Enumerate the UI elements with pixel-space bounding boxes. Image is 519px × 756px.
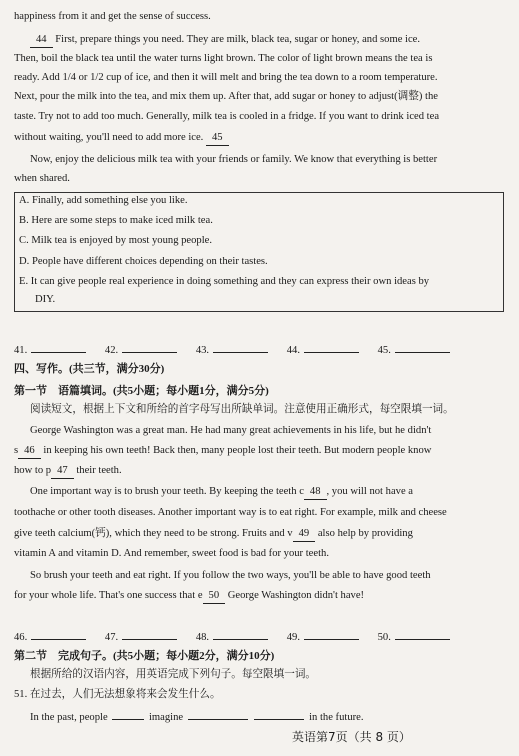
answer-49[interactable]: 49. xyxy=(287,628,359,643)
passage-line: Next, pour the milk into the tea, and mix them up. After that, add sugar or honey to adjust(调整) the xyxy=(14,91,438,102)
part2-instruction: 根据所给的汉语内容，用英语完成下列句子。每空限填一词。 xyxy=(30,669,317,680)
option-e: E. It can give people real experience in doing something and they can express their own ideas by xyxy=(19,276,430,287)
part1-instruction: 阅读短文，根据上下文和所给的首字母写出所缺单词。注意使用正确形式，每空限填一词。 xyxy=(30,404,454,415)
answer-48[interactable]: 48. xyxy=(196,628,268,643)
passage-line: Then, boil the black tea until the water turns light brown. The color of light brown means the tea is xyxy=(14,53,433,64)
blank-44: 44 xyxy=(30,33,53,48)
answer-51-blank-3[interactable] xyxy=(254,708,304,720)
passage2-line: So brush your teeth and eat right. If you follow the two ways, you'll be able to have good teeth xyxy=(30,570,431,581)
section-title: 四、写作。(共三节，满分30分) xyxy=(14,363,165,375)
passage2-line: vitamin A and vitamin D. And remember, sweet food is bad for your teeth. xyxy=(14,548,329,559)
blank-47: 47 xyxy=(51,464,74,479)
passage-line xyxy=(14,131,519,146)
page-footer: 英语第7页（共 8 页） xyxy=(292,730,411,744)
answer-row-41-45 xyxy=(14,341,466,356)
option-e-cont: DIY. xyxy=(35,294,56,305)
answer-44[interactable]: 44. xyxy=(287,341,359,356)
option-b: B. Here are some steps to make iced milk tea. xyxy=(19,215,213,226)
passage-line: happiness from it and get the sense of success. xyxy=(14,11,211,22)
blank-49: 49 xyxy=(293,527,316,542)
answer-51-blank-2[interactable] xyxy=(188,708,248,720)
answer-50[interactable]: 50. xyxy=(378,628,450,643)
passage-line: when shared. xyxy=(14,173,70,184)
answer-47[interactable]: 47. xyxy=(105,628,177,643)
passage-text: without waiting, you'll need to add more ice. xyxy=(14,132,204,143)
option-c: C. Milk tea is enjoyed by most young people. xyxy=(19,235,213,246)
answer-45[interactable]: 45. xyxy=(378,341,450,356)
passage-line: ready. Add 1/4 or 1/2 cup of ice, and then it will melt and bring the tea down to a room temperature. xyxy=(14,72,438,83)
passage2-line: One important way is to brush your teeth. By keeping the teeth c 48 , you will not have a xyxy=(30,485,519,500)
answer-51-blank-1[interactable] xyxy=(112,708,144,720)
passage-line: Now, enjoy the delicious milk tea with your friends or family. We know that everything is better xyxy=(30,154,438,165)
passage2-line: give teeth calcium(钙), which they need to be strong. Fruits and v 49 also help by providing xyxy=(14,527,519,542)
passage2-line: how to p 47 their teeth. xyxy=(14,464,519,479)
passage2-line: for your whole life. That's one success that e 50 George Washington didn't have! xyxy=(14,589,519,604)
passage2-line: George Washington was a great man. He had many great achievements in his life, but he didn't xyxy=(30,425,432,436)
blank-50: 50 xyxy=(203,589,226,604)
question-51: 51. 在过去，人们无法想象将来会发生什么。 xyxy=(14,689,221,700)
option-d: D. People have different choices depending on their tastes. xyxy=(19,256,268,267)
passage2-line: s 46 in keeping his own teeth! Back then, many people lost their teeth. But modern people know xyxy=(14,444,519,459)
answer-41[interactable]: 41. xyxy=(14,341,86,356)
passage2-line: toothache or other tooth diseases. Another important way is to eat right. For example, milk and cheese xyxy=(14,507,447,518)
option-a: A. Finally, add something else you like. xyxy=(19,195,188,206)
options-box xyxy=(14,192,504,312)
question-51-en: In the past, people imagine in the future. xyxy=(30,708,519,725)
blank-46: 46 xyxy=(18,444,41,459)
answer-42[interactable]: 42. xyxy=(105,341,177,356)
answer-row-46-50 xyxy=(14,628,466,643)
answer-43[interactable]: 43. xyxy=(196,341,268,356)
part1-title: 第一节 语篇填词。(共5小题；每小题1分，满分5分) xyxy=(14,385,269,397)
passage-line xyxy=(30,33,519,48)
blank-45: 45 xyxy=(206,131,229,146)
answer-46[interactable]: 46. xyxy=(14,628,86,643)
passage-line: taste. Try not to add too much. Generally, milk tea is cooled in a fridge. If you want to drink iced tea xyxy=(14,111,440,122)
passage-text: First, prepare things you need. They are milk, black tea, sugar or honey, and some ice. xyxy=(55,34,421,45)
blank-48: 48 xyxy=(304,485,327,500)
part2-title: 第二节 完成句子。(共5小题；每小题2分，满分10分) xyxy=(14,650,275,662)
